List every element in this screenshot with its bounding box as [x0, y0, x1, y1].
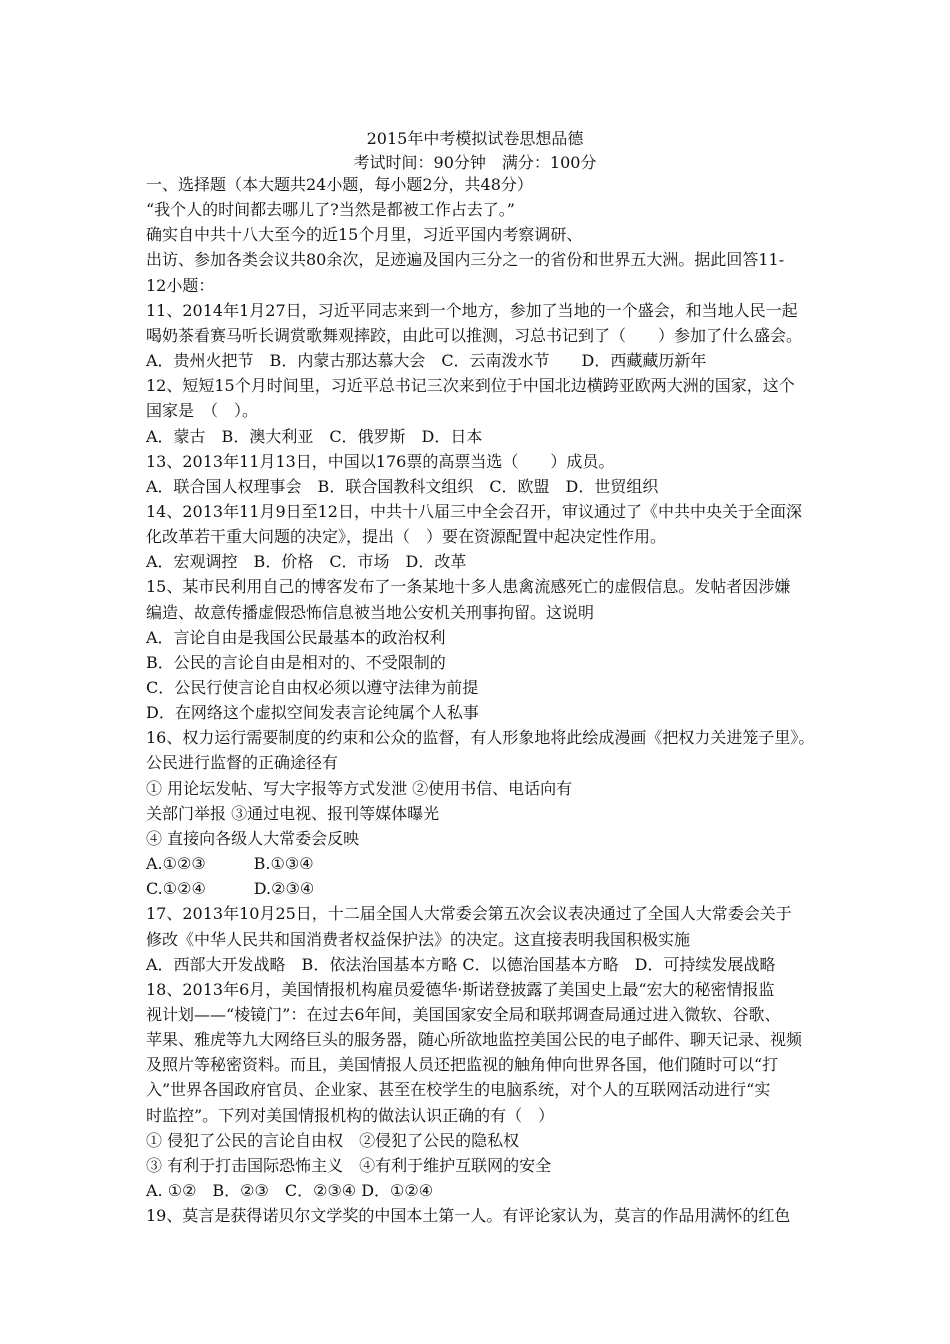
text-line: A．联合国人权理事会 B．联合国教科文组织 C．欧盟 D．世贸组织: [146, 476, 659, 496]
text-line: D．在网络这个虚拟空间发表言论纯属个人私事: [146, 703, 479, 723]
text-line: 入”世界各国政府官员、企业家、甚至在校学生的电脑系统，对个人的互联网活动进行“实: [146, 1080, 771, 1100]
text-line: ③ 有利于打击国际恐怖主义 ④有利于维护互联网的安全: [146, 1155, 552, 1175]
text-line: 及照片等秘密资料。而且，美国情报人员还把监视的触角伸向世界各国，他们随时可以“打: [146, 1055, 779, 1075]
text-line: A．蒙古 B．澳大利亚 C．俄罗斯 D．日本: [146, 426, 483, 446]
text-line: 18、2013年6月，美国情报机构雇员爱德华·斯诺登披露了美国史上最“宏大的秘密情报监: [146, 979, 775, 999]
text-line: 13、2013年11月13日，中国以176票的高票当选（ ）成员。: [146, 451, 615, 471]
text-line: 时监控”。下列对美国情报机构的做法认识正确的有（ ）: [146, 1105, 555, 1125]
text-line: 16、权力运行需要制度的约束和公众的监督，有人形象地将此绘成漫画《把权力关进笼子里》。: [146, 728, 815, 748]
text-line: 12、短短15个月时间里，习近平总书记三次来到位于中国北边横跨亚欧两大洲的国家，这个: [146, 376, 795, 396]
text-line: 12小题：: [146, 275, 215, 295]
text-line: 化改革若干重大问题的决定》，提出（ ）要在资源配置中起决定性作用。: [146, 527, 667, 547]
text-line: 出访、参加各类会议共80余次，足迹遍及国内三分之一的省份和世界五大洲。据此回答11-: [146, 250, 785, 270]
text-line: 国家是 （ ）。: [146, 401, 259, 421]
text-line: 14、2013年11月9日至12日，中共十八届三中全会召开，审议通过了《中共中央关于全面深: [146, 501, 802, 521]
text-line: A．西部大开发战略 B．依法治国基本方略 C．以德治国基本方略 D．可持续发展战略: [146, 954, 776, 974]
text-line: 17、2013年10月25日，十二届全国人大常委会第五次会议表决通过了全国人大常委会关于: [146, 904, 792, 924]
text-line: 修改《中华人民共和国消费者权益保护法》的决定。这直接表明我国积极实施: [146, 929, 691, 949]
text-line: C.①②④ D.②③④: [146, 879, 315, 899]
text-line: C．公民行使言论自由权必须以遵守法律为前提: [146, 678, 479, 697]
text-line: “我个人的时间都去哪儿了?当然是都被工作占去了。”: [146, 200, 515, 220]
text-line: 苹果、雅虎等九大网络巨头的服务器，随心所欲地监控美国公民的电子邮件、聊天记录、视频: [146, 1030, 803, 1050]
text-line: 关部门举报 ③通过电视、报刊等媒体曝光: [146, 803, 440, 823]
text-line: 11、2014年1月27日，习近平同志来到一个地方，参加了当地的一个盛会，和当地人民一起: [146, 300, 798, 320]
text-line: ① 用论坛发帖、写大字报等方式发泄 ②使用书信、电话向有: [146, 778, 573, 798]
text-line: B．公民的言论自由是相对的、不受限制的: [146, 652, 446, 672]
text-line: 19、莫言是获得诺贝尔文学奖的中国本土第一人。有评论家认为，莫言的作品用满怀的红色: [146, 1206, 791, 1226]
text-line: 公民进行监督的正确途径有: [146, 753, 339, 773]
document-title: 2015年中考模拟试卷思想品德: [366, 129, 584, 148]
text-line: A．宏观调控 B．价格 C．市场 D．改革: [146, 552, 467, 572]
text-line: 编造、故意传播虚假恐怖信息被当地公安机关刑事拘留。这说明: [146, 602, 595, 622]
text-line: A.①②③ B.①③④: [146, 854, 314, 874]
text-line: ④ 直接向各级人大常委会反映: [146, 828, 360, 848]
text-line: 确实自中共十八大至今的近15个月里，习近平国内考察调研、: [146, 225, 583, 245]
text-line: 15、某市民利用自己的博客发布了一条某地十多人患禽流感死亡的虚假信息。发帖者因涉嫌: [146, 577, 791, 597]
text-line: ① 侵犯了公民的言论自由权 ②侵犯了公民的隐私权: [146, 1130, 520, 1150]
text-line: 一、选择题（本大题共24小题，每小题2分，共48分）: [146, 175, 533, 194]
text-line: 喝奶茶看赛马听长调赏歌舞观摔跤，由此可以推测，习总书记到了（ ）参加了什么盛会。: [146, 325, 803, 345]
exam-info: 考试时间：90分钟 满分：100分: [353, 153, 597, 172]
text-line: A. ①② B．②③ C．②③④ D．①②④: [146, 1181, 434, 1200]
text-line: 视计划——“棱镜门”：在过去6年间，美国国家安全局和联邦调查局通过进入微软、谷歌、: [146, 1004, 781, 1024]
text-line: A．贵州火把节 B．内蒙古那达慕大会 C．云南泼水节 D．西藏藏历新年: [146, 351, 707, 371]
text-line: A．言论自由是我国公民最基本的政治权利: [146, 627, 446, 647]
